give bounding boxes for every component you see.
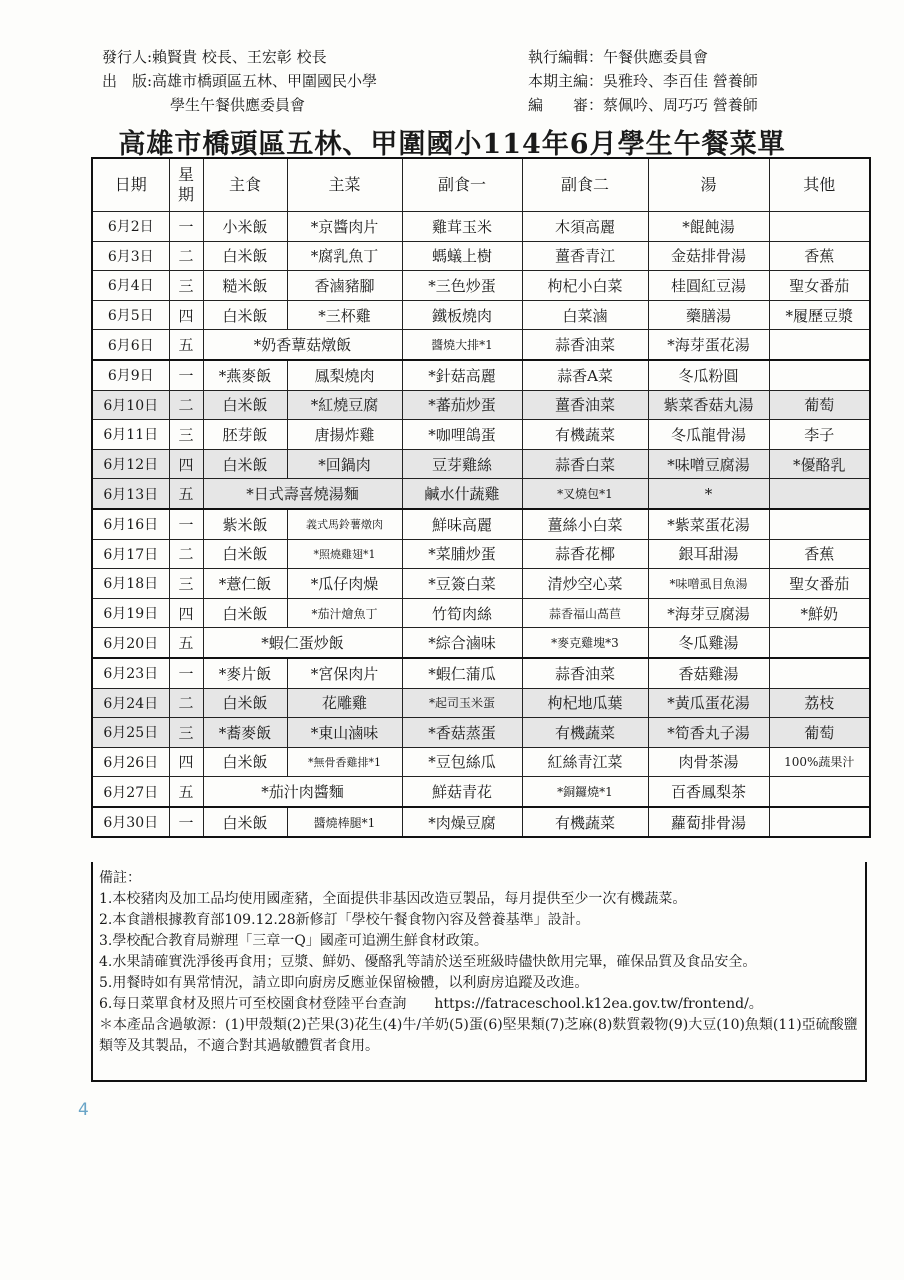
note-item: 3.學校配合教育局辦理「三章一Q」國產可追溯生鮮食材政策。 (99, 933, 488, 949)
cell-staple: 白米飯 (203, 688, 287, 718)
cell-staple: 胚芽飯 (203, 420, 287, 450)
cell-soup: 肉骨茶湯 (648, 747, 769, 777)
cell-staple: 小米飯 (203, 212, 287, 242)
cell-other: 聖女番茄 (769, 569, 870, 599)
reviewer: 編 審：蔡佩吟、周巧巧 營養師 (528, 96, 758, 114)
cell-side2: 枸杞地瓜葉 (522, 688, 648, 718)
chief-editor: 本期主編：吳雅玲、李百佳 營養師 (528, 72, 758, 90)
cell-day: 五 (169, 777, 203, 807)
cell-main: *腐乳魚丁 (287, 241, 402, 271)
cell-side1: 鹹水什蔬雞 (402, 479, 522, 509)
cell-side2: 薑香青江 (522, 241, 648, 271)
cell-staple: 白米飯 (203, 390, 287, 420)
cell-date: 6月11日 (92, 420, 169, 450)
cell-soup: 金菇排骨湯 (648, 241, 769, 271)
table-row (92, 271, 870, 301)
table-row (92, 479, 870, 509)
cell-day: 二 (169, 241, 203, 271)
table-row (92, 300, 870, 330)
table-row (92, 420, 870, 450)
cell-side1: 豆芽雞絲 (402, 449, 522, 479)
cell-day: 一 (169, 509, 203, 539)
publisher: 發行人:賴賢貴 校長、王宏彰 校長 (102, 48, 327, 66)
cell-staple: 白米飯 (203, 747, 287, 777)
col-header-staple: 主食 (203, 158, 287, 212)
table-header-row (92, 158, 870, 212)
cell-side1: 雞茸玉米 (402, 212, 522, 242)
cell-staple: 白米飯 (203, 300, 287, 330)
cell-side2: 木須高麗 (522, 212, 648, 242)
cell-date: 6月16日 (92, 509, 169, 539)
cell-side1: *咖哩鴿蛋 (402, 420, 522, 450)
table-row (92, 330, 870, 360)
cell-staple: *燕麥飯 (203, 360, 287, 390)
cell-side1: 鐵板燒肉 (402, 300, 522, 330)
cell-main: *回鍋肉 (287, 449, 402, 479)
cell-staple: *薏仁飯 (203, 569, 287, 599)
exec-editor: 執行編輯：午餐供應委員會 (528, 48, 709, 66)
col-header-soup: 湯 (648, 158, 769, 212)
cell-side1: *肉燥豆腐 (402, 807, 522, 838)
cell-side2: 薑絲小白菜 (522, 509, 648, 539)
cell-soup: * (648, 479, 769, 509)
cell-staple: 白米飯 (203, 449, 287, 479)
cell-soup: 桂圓紅豆湯 (648, 271, 769, 301)
menu-body (92, 212, 870, 838)
cell-soup: 冬瓜雞湯 (648, 628, 769, 658)
cell-other: 葡萄 (769, 718, 870, 748)
cell-day: 一 (169, 212, 203, 242)
col-header-side2: 副食二 (522, 158, 648, 212)
page-title: 高雄市橋頭區五林、甲圍國小114年6月學生午餐菜單 (118, 129, 786, 160)
cell-date: 6月30日 (92, 807, 169, 838)
cell-date: 6月5日 (92, 300, 169, 330)
cell-main: *茄汁燴魚丁 (287, 598, 402, 628)
cell-other (769, 777, 870, 807)
cell-side2: 有機蔬菜 (522, 420, 648, 450)
cell-side1: *起司玉米蛋 (402, 688, 522, 718)
cell-main: *無骨香雞排*1 (287, 747, 402, 777)
cell-soup: 藥膳湯 (648, 300, 769, 330)
cell-soup: *筍香丸子湯 (648, 718, 769, 748)
cell-staple: 紫米飯 (203, 509, 287, 539)
cell-day: 三 (169, 271, 203, 301)
cell-other (769, 509, 870, 539)
cell-side1: *三色炒蛋 (402, 271, 522, 301)
cell-other: 聖女番茄 (769, 271, 870, 301)
cell-side1: 竹筍肉絲 (402, 598, 522, 628)
cell-other: 荔枝 (769, 688, 870, 718)
cell-main: 花雕雞 (287, 688, 402, 718)
cell-day: 一 (169, 658, 203, 688)
cell-day: 一 (169, 360, 203, 390)
table-row (92, 449, 870, 479)
cell-side2: 薑香油菜 (522, 390, 648, 420)
table-row (92, 718, 870, 748)
cell-other: 100%蔬果汁 (769, 747, 870, 777)
table-row (92, 569, 870, 599)
table-row (92, 658, 870, 688)
cell-other (769, 658, 870, 688)
menu-table (91, 157, 871, 838)
col-header-side1: 副食一 (402, 158, 522, 212)
cell-side1: 鮮味高麗 (402, 509, 522, 539)
cell-main: 義式馬鈴薯燉肉 (287, 509, 402, 539)
cell-side2: 蒜香福山萵苣 (522, 598, 648, 628)
cell-side1: *豆包絲瓜 (402, 747, 522, 777)
cell-main: 醬燒棒腿*1 (287, 807, 402, 838)
cell-other (769, 212, 870, 242)
cell-other (769, 628, 870, 658)
col-header-other: 其他 (769, 158, 870, 212)
cell-side1: *菜脯炒蛋 (402, 539, 522, 569)
cell-date: 6月27日 (92, 777, 169, 807)
cell-day: 三 (169, 718, 203, 748)
cell-staple: 白米飯 (203, 241, 287, 271)
cell-side2: *銅鑼燒*1 (522, 777, 648, 807)
cell-main: 香滷豬腳 (287, 271, 402, 301)
cell-combo-dish: *奶香蕈菇燉飯 (203, 330, 402, 360)
cell-date: 6月6日 (92, 330, 169, 360)
table-row (92, 509, 870, 539)
cell-main: *照燒雞翅*1 (287, 539, 402, 569)
col-header-day-text: 星期 (178, 165, 195, 204)
cell-soup: *餛飩湯 (648, 212, 769, 242)
table-row (92, 390, 870, 420)
cell-date: 6月12日 (92, 449, 169, 479)
cell-side1: 螞蟻上樹 (402, 241, 522, 271)
cell-side1: *綜合滷味 (402, 628, 522, 658)
cell-soup: 銀耳甜湯 (648, 539, 769, 569)
cell-day: 二 (169, 390, 203, 420)
note-item: 2.本食譜根據教育部109.12.28新修訂「學校午餐食物內容及營養基準」設計。 (99, 912, 590, 928)
cell-main: *三杯雞 (287, 300, 402, 330)
cell-other (769, 807, 870, 838)
cell-day: 四 (169, 598, 203, 628)
cell-date: 6月10日 (92, 390, 169, 420)
cell-date: 6月17日 (92, 539, 169, 569)
cell-side1: 鮮菇青花 (402, 777, 522, 807)
cell-soup: 紫菜香菇丸湯 (648, 390, 769, 420)
cell-other (769, 330, 870, 360)
col-header-date (92, 158, 169, 212)
cell-main: *宮保肉片 (287, 658, 402, 688)
table-row (92, 747, 870, 777)
cell-day: 三 (169, 420, 203, 450)
cell-date: 6月24日 (92, 688, 169, 718)
cell-main: *紅燒豆腐 (287, 390, 402, 420)
cell-date: 6月4日 (92, 271, 169, 301)
note-item: 1.本校豬肉及加工品均使用國產豬，全面提供非基因改造豆製品，每月提供至少一次有機蔬菜。 (99, 891, 687, 907)
table-row (92, 807, 870, 838)
cell-other: 李子 (769, 420, 870, 450)
edition-line2: 學生午餐供應委員會 (170, 96, 306, 114)
cell-side1: *豆簽白菜 (402, 569, 522, 599)
cell-side2: 清炒空心菜 (522, 569, 648, 599)
table-row (92, 241, 870, 271)
cell-date: 6月20日 (92, 628, 169, 658)
cell-staple: 白米飯 (203, 598, 287, 628)
page-number: 4 (78, 1100, 89, 1120)
cell-day: 四 (169, 449, 203, 479)
note-item: ＊本產品含過敏源：(1)甲殼類(2)芒果(3)花生(4)牛/羊奶(5)蛋(6)堅果類(7)芝麻(8)麩質穀物(9)大豆(10)魚類(11)亞硫酸鹽類等及其製品，不適合對其過敏體質者食用。 (99, 1017, 858, 1054)
table-row (92, 360, 870, 390)
table-row (92, 539, 870, 569)
cell-date: 6月13日 (92, 479, 169, 509)
table-row (92, 598, 870, 628)
cell-other: *履歷豆漿 (769, 300, 870, 330)
cell-date: 6月2日 (92, 212, 169, 242)
cell-soup: 蘿蔔排骨湯 (648, 807, 769, 838)
cell-side2: 有機蔬菜 (522, 807, 648, 838)
cell-staple: 白米飯 (203, 807, 287, 838)
notes-box (91, 862, 867, 1082)
table-row (92, 628, 870, 658)
cell-staple: 白米飯 (203, 539, 287, 569)
table-row (92, 777, 870, 807)
cell-day: 一 (169, 807, 203, 838)
cell-side2: *叉燒包*1 (522, 479, 648, 509)
cell-other: 香蕉 (769, 539, 870, 569)
cell-side2: 枸杞小白菜 (522, 271, 648, 301)
cell-main: *瓜仔肉燥 (287, 569, 402, 599)
cell-side1: *蕃茄炒蛋 (402, 390, 522, 420)
cell-other (769, 479, 870, 509)
table-row (92, 688, 870, 718)
cell-soup: *味噌豆腐湯 (648, 449, 769, 479)
note-item: 6.每日菜單食材及照片可至校園食材登陸平台查詢 https://fatraceschool.k12ea.gov.tw/frontend/。 (99, 996, 763, 1012)
cell-side1: *香菇蒸蛋 (402, 718, 522, 748)
cell-staple: *蕎麥飯 (203, 718, 287, 748)
cell-day: 五 (169, 479, 203, 509)
edition-line1: 出 版:高雄市橋頭區五林、甲圍國民小學 (102, 72, 378, 90)
cell-other: *優酪乳 (769, 449, 870, 479)
cell-date: 6月26日 (92, 747, 169, 777)
cell-day: 五 (169, 628, 203, 658)
table-row (92, 212, 870, 242)
cell-side1: *針菇高麗 (402, 360, 522, 390)
cell-side1: *蝦仁蒲瓜 (402, 658, 522, 688)
cell-soup: *海芽蛋花湯 (648, 330, 769, 360)
cell-main: 唐揚炸雞 (287, 420, 402, 450)
note-item: 4.水果請確實洗淨後再食用；豆漿、鮮奶、優酪乳等請於送至班級時儘快飲用完畢，確保品質及食品安全。 (99, 954, 757, 970)
cell-soup: 冬瓜粉圓 (648, 360, 769, 390)
cell-day: 三 (169, 569, 203, 599)
cell-soup: *紫菜蛋花湯 (648, 509, 769, 539)
cell-date: 6月23日 (92, 658, 169, 688)
cell-main: *東山滷味 (287, 718, 402, 748)
cell-side2: *麥克雞塊*3 (522, 628, 648, 658)
cell-date: 6月3日 (92, 241, 169, 271)
cell-side2: 蒜香花椰 (522, 539, 648, 569)
cell-combo-dish: *蝦仁蛋炒飯 (203, 628, 402, 658)
cell-date: 6月25日 (92, 718, 169, 748)
cell-day: 四 (169, 747, 203, 777)
cell-soup: 百香鳳梨茶 (648, 777, 769, 807)
cell-day: 四 (169, 300, 203, 330)
cell-date: 6月18日 (92, 569, 169, 599)
cell-soup: 冬瓜龍骨湯 (648, 420, 769, 450)
cell-combo-dish: *日式壽喜燒湯麵 (203, 479, 402, 509)
cell-soup: 香菇雞湯 (648, 658, 769, 688)
cell-side2: 有機蔬菜 (522, 718, 648, 748)
cell-side2: 蒜香油菜 (522, 330, 648, 360)
cell-main: *京醬肉片 (287, 212, 402, 242)
cell-staple: *麥片飯 (203, 658, 287, 688)
col-header-day (169, 158, 203, 212)
notes-heading: 備註： (99, 870, 141, 886)
cell-other: *鮮奶 (769, 598, 870, 628)
cell-side2: 紅絲青江菜 (522, 747, 648, 777)
cell-day: 二 (169, 688, 203, 718)
note-item: 5.用餐時如有異常情況，請立即向廚房反應並保留檢體，以利廚房追蹤及改進。 (99, 975, 589, 991)
cell-side2: 蒜香A菜 (522, 360, 648, 390)
cell-date: 6月19日 (92, 598, 169, 628)
cell-day: 二 (169, 539, 203, 569)
cell-other: 葡萄 (769, 390, 870, 420)
cell-other: 香蕉 (769, 241, 870, 271)
cell-staple: 糙米飯 (203, 271, 287, 301)
col-header-main: 主菜 (287, 158, 402, 212)
cell-soup: *味噌虱目魚湯 (648, 569, 769, 599)
cell-day: 五 (169, 330, 203, 360)
cell-side1: 醬燒大排*1 (402, 330, 522, 360)
cell-side2: 蒜香油菜 (522, 658, 648, 688)
cell-side2: 蒜香白菜 (522, 449, 648, 479)
cell-main: 鳳梨燒肉 (287, 360, 402, 390)
cell-combo-dish: *茄汁肉醬麵 (203, 777, 402, 807)
cell-date: 6月9日 (92, 360, 169, 390)
cell-soup: *黃瓜蛋花湯 (648, 688, 769, 718)
cell-side2: 白菜滷 (522, 300, 648, 330)
cell-other (769, 360, 870, 390)
col-header-date-text: 日期 (114, 175, 147, 194)
cell-soup: *海芽豆腐湯 (648, 598, 769, 628)
